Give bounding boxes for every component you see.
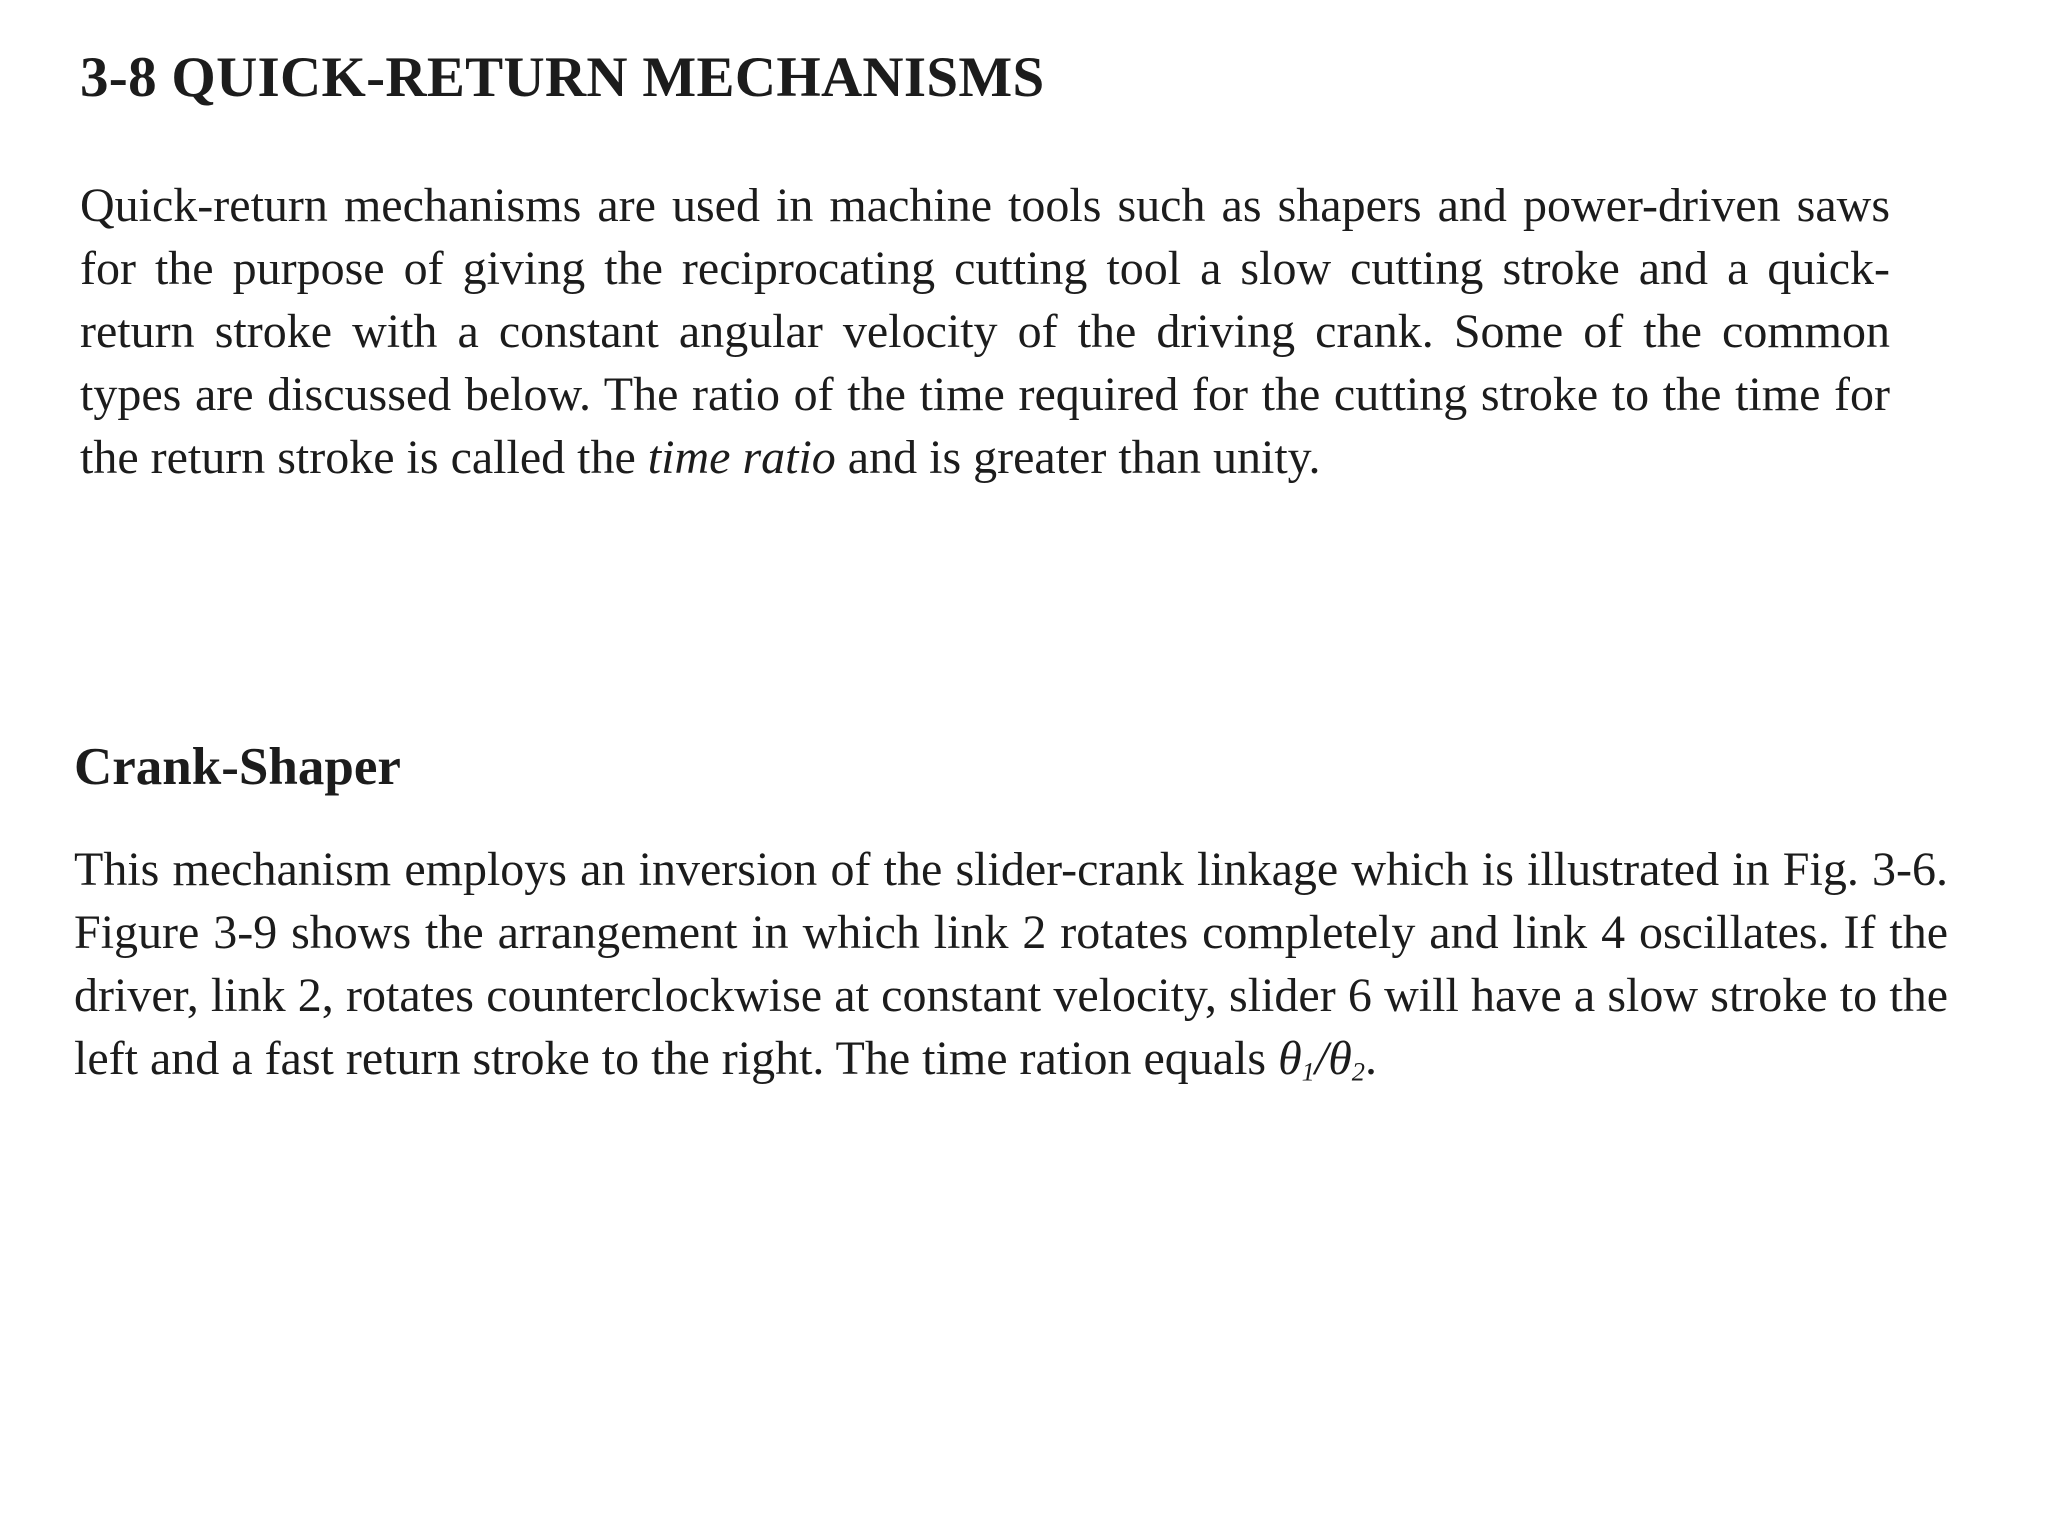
time-ratio-formula	[1278, 1032, 1365, 1085]
intro-paragraph	[80, 174, 1890, 489]
intro-text-end: and is greater than unity.	[835, 431, 1321, 484]
time-ratio-term: time ratio	[647, 431, 836, 484]
theta-1: θ	[1278, 1032, 1302, 1085]
intro-text: Quick-return mechanisms are used in machine tools such as shapers and power-driven saws for the purpose of giving the reciprocating cutting tool a slow cutting stroke and a quick-return stroke with a constant angular velocity of the driving crank. Some of the common types are discussed below. The ratio of the time required for the cutting stroke to the time for the return stroke is called the	[80, 179, 1890, 484]
theta-2-subscript: 2	[1351, 1056, 1365, 1087]
crank-shaper-text: This mechanism employs an inversion of the slider-crank linkage which is illustrated in Fig. 3-6. Figure 3-9 shows the arrangement in which link 2 rotates completely and link 4 oscillates. If the driver, link 2, rotates counterclockwise at constant velocity, slider 6 will have a slow stroke to the left and a fast return stroke to the right. The time ration equals	[74, 843, 1948, 1085]
formula-slash: /	[1314, 1032, 1329, 1085]
subsection-heading: Crank-Shaper	[74, 738, 401, 796]
crank-shaper-paragraph	[74, 838, 1948, 1104]
paragraph-period: .	[1364, 1032, 1377, 1085]
section-heading: 3-8 QUICK-RETURN MECHANISMS	[80, 46, 1045, 109]
theta-2: θ	[1328, 1032, 1352, 1085]
theta-1-subscript: 1	[1301, 1056, 1315, 1087]
